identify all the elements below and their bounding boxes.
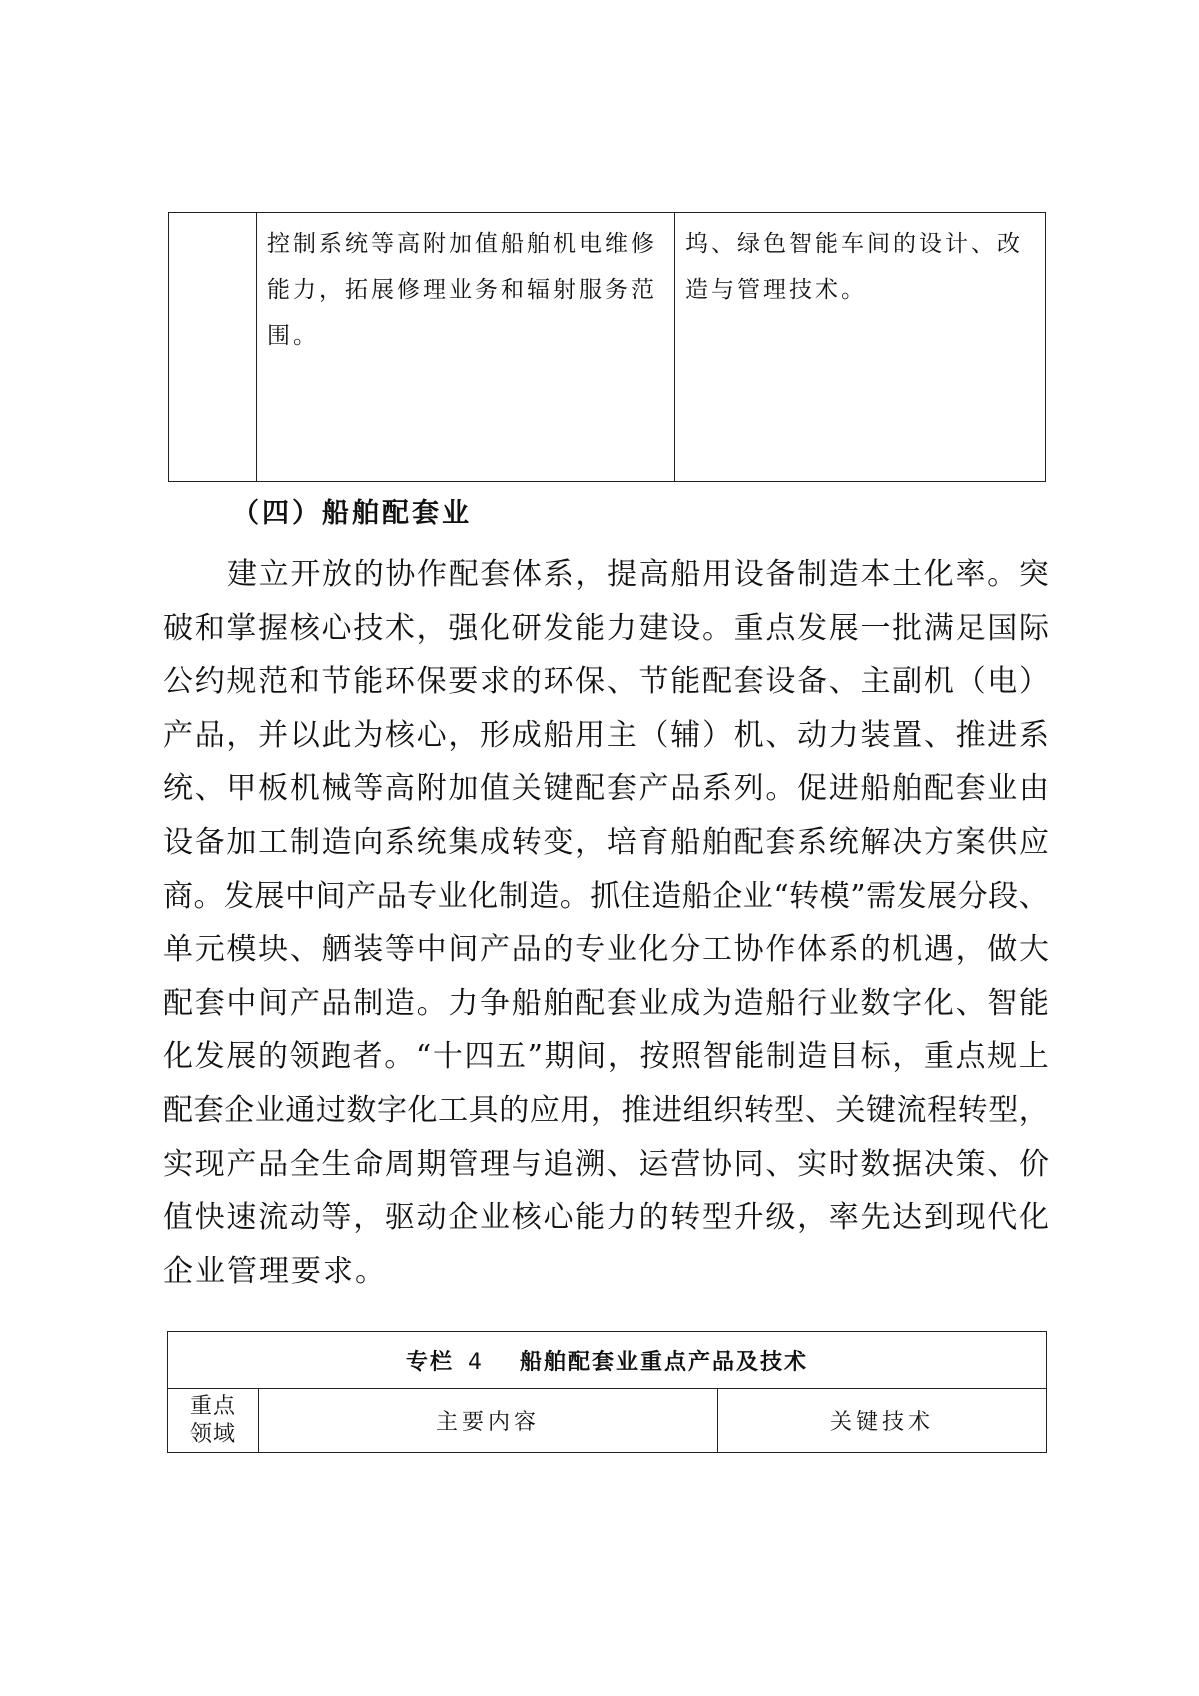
- header-content: 主要内容: [259, 1389, 718, 1453]
- paragraph-line: 设 备 加 工 制 造 向 系 统 集 成 转 变 ， 培 育 船 舶 配 套 系 统 解 决 方 案 供 应: [163, 824, 1049, 860]
- box-title: [168, 1332, 1047, 1389]
- box-title-text: 船舶配套业重点产品及技术: [520, 1349, 809, 1375]
- paragraph-line: 配 套 中 间 产 品 制 造 。 力 争 船 舶 配 套 业 成 为 造 船 行 业 数 字 化 、 智 能: [163, 985, 1049, 1021]
- table-row: [169, 213, 1046, 482]
- header-technology: 关键技术: [718, 1389, 1047, 1453]
- paragraph-line: 统 、 甲 板 机 械 等 高 附 加 值 关 键 配 套 产 品 系 列 。 促 进 船 舶 配 套 业 由: [163, 771, 1049, 807]
- paragraph-line: 单 元 模 块 、 舾 装 等 中 间 产 品 的 专 业 化 分 工 协 作 体 系 的 机 遇 ， 做 大: [163, 932, 1049, 968]
- technology-cell: 坞、绿色智能车间的设计、改造与管理技术。: [675, 213, 1046, 482]
- continued-table: [168, 212, 1046, 482]
- paragraph-line: 企业管理要求。: [163, 1253, 387, 1289]
- paragraph-line: 建 立 开 放 的 协 作 配 套 体 系 ， 提 高 船 用 设 备 制 造 本 土 化 率 。 突: [227, 557, 1049, 592]
- feature-box-table: [167, 1331, 1047, 1453]
- paragraph-line: 实 现 产 品 全 生 命 周 期 管 理 与 追 溯 、 运 营 协 同 、 实 时 数 据 决 策 、 价: [163, 1146, 1049, 1182]
- section-heading: （四）船舶配套业: [232, 498, 472, 529]
- box-title-prefix: 专栏: [406, 1349, 455, 1375]
- box-header-row: [168, 1389, 1047, 1453]
- paragraph-line: 化 发 展 的 领 跑 者 。 “ 十 四 五 ” 期 间 ， 按 照 智 能 制 造 目 标 ， 重 点 规 上: [163, 1039, 1049, 1075]
- content-cell: 控制系统等高附加值船舶机电维修能力，拓展修理业务和辐射服务范围。: [257, 213, 675, 482]
- header-field: 重点 领域: [168, 1389, 259, 1453]
- paragraph-line: 配 套 企 业 通 过 数 字 化 工 具 的 应 用 ， 推 进 组 织 转 型 、 关 键 流 程 转 型 ，: [163, 1092, 1049, 1128]
- body-paragraph: [163, 548, 1049, 1298]
- paragraph-line: 商 。 发 展 中 间 产 品 专 业 化 制 造 。 抓 住 造 船 企 业 “ 转 模 ” 需 发 展 分 段 、: [163, 878, 1049, 914]
- box-title-number: 4: [468, 1349, 485, 1375]
- box-title-row: [168, 1332, 1047, 1389]
- paragraph-line: 破 和 掌 握 核 心 技 术 ， 强 化 研 发 能 力 建 设 。 重 点 发 展 一 批 满 足 国 际: [163, 610, 1049, 646]
- paragraph-line: 公 约 规 范 和 节 能 环 保 要 求 的 环 保 、 节 能 配 套 设 备 、 主 副 机 （ 电 ）: [163, 664, 1049, 700]
- paragraph-line: 产 品 ， 并 以 此 为 核 心 ， 形 成 船 用 主 （ 辅 ） 机 、 动 力 装 置 、 推 进 系: [163, 717, 1049, 753]
- paragraph-line: 值 快 速 流 动 等 ， 驱 动 企 业 核 心 能 力 的 转 型 升 级 ， 率 先 达 到 现 代 化: [163, 1200, 1049, 1236]
- field-cell: [169, 213, 257, 482]
